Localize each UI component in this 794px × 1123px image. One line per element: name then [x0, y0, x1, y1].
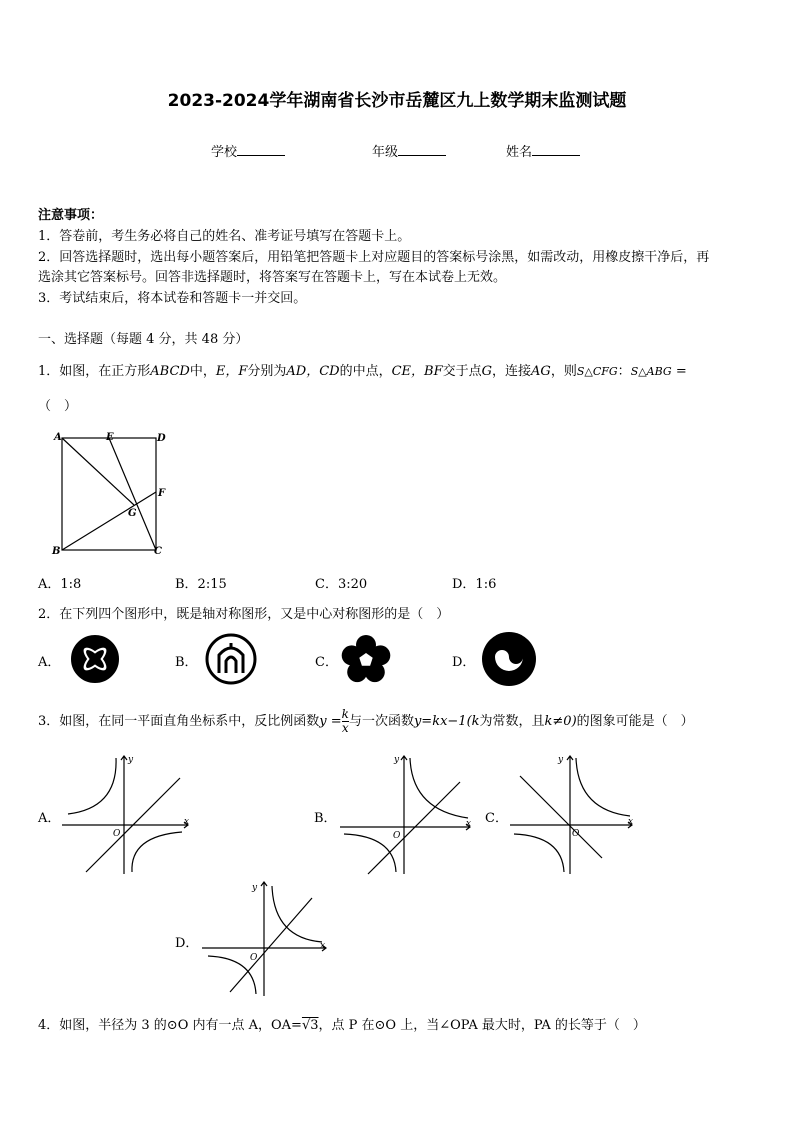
graph-d-x-label: x — [320, 941, 326, 951]
q3-frac-x: x — [341, 721, 349, 735]
graph-a-x-label: x — [184, 817, 190, 827]
label-c: C — [154, 546, 162, 557]
school-blank — [237, 143, 285, 156]
q2-option-b[interactable]: B． — [175, 655, 198, 670]
notice-heading: 注意事项： — [38, 208, 104, 223]
notice-item-1: 1．答卷前，考生务必将自己的姓名、准考证号填写在答题卡上。 — [38, 229, 411, 244]
q1-ad-cd: AD，CD — [286, 364, 340, 379]
graph-a-y-label: y — [128, 755, 134, 765]
q1-text-b: 中， — [189, 364, 216, 379]
q1-square-figure — [50, 430, 180, 560]
q1-abcd: ABCD — [150, 364, 190, 379]
graph-b-x-label: x — [466, 819, 472, 829]
q1-ef: E，F — [215, 364, 248, 379]
q2-figure-b — [200, 630, 262, 688]
q4-sqrt3: √3 — [301, 1018, 319, 1033]
name-label: 姓名 — [506, 145, 533, 160]
q3-option-b[interactable]: B． — [314, 811, 337, 826]
q1-option-a[interactable]: A．1:8 — [38, 577, 82, 592]
q1-answer-paren: （ ） — [38, 399, 78, 414]
q1-eq: = — [675, 364, 687, 379]
q3-text-a: 3．如图，在同一平面直角坐标系中，反比例函数 — [38, 714, 320, 729]
q4-text-a: 4．如图，半径为 3 的⊙O 内有一点 A，OA= — [38, 1018, 302, 1033]
graph-d-y-label: y — [252, 883, 258, 893]
notice-item-3: 3．考试结束后，将本试卷和答题卡一并交回。 — [38, 291, 307, 306]
q1-colon: ： — [617, 364, 631, 379]
q1-text-f: ，连接 — [492, 364, 532, 379]
name-blank — [532, 143, 580, 156]
q3-text-d: 的图象可能是（ ） — [576, 714, 694, 729]
q3-option-c[interactable]: C． — [485, 811, 508, 826]
q3-frac-k: k — [341, 707, 349, 721]
q3-graph-b — [338, 752, 476, 876]
q1-s-cfg: S△CFG — [576, 365, 618, 378]
q3-y-eq: y = — [319, 714, 342, 729]
name-field — [506, 141, 580, 160]
notice-item-2b: 选涂其它答案标号。回答非选择题时，将答案写在答题卡上，写在本试卷上无效。 — [38, 270, 507, 285]
q1-text-e: 交于点 — [442, 364, 482, 379]
q2-option-d[interactable]: D． — [452, 655, 476, 670]
question-4-text — [38, 1014, 646, 1033]
q1-text-d: 的中点， — [339, 364, 392, 379]
q1-ag: AG — [531, 364, 551, 379]
grade-blank — [398, 143, 446, 156]
grade-field — [372, 141, 446, 160]
figure-b-ring — [207, 635, 255, 683]
q3-option-d[interactable]: D． — [175, 936, 199, 951]
label-e: E — [106, 432, 114, 443]
label-a: A — [54, 432, 62, 443]
q2-figure-a — [62, 630, 128, 688]
notice-item-2a: 2．回答选择题时，选出每小题答案后，用铅笔把答题卡上对应题目的答案标号涂黑，如需改动，用橡皮擦干净后，再 — [38, 250, 710, 265]
q3-text-c: 为常数，且 — [479, 714, 545, 729]
q2-option-a[interactable]: A． — [38, 655, 61, 670]
q1-s-abg: S△ABG — [630, 365, 672, 378]
q4-text-b: ，点 P 在⊙O 上，当∠OPA 最大时，PA 的长等于（ ） — [318, 1018, 646, 1033]
q3-graph-c — [508, 752, 638, 876]
q2-option-c[interactable]: C． — [315, 655, 338, 670]
graph-d-origin: O — [250, 953, 258, 963]
q3-fraction — [342, 708, 349, 735]
graph-c-x-label: x — [628, 817, 634, 827]
graph-c-y-label: y — [558, 755, 564, 765]
square-abcd — [62, 438, 156, 550]
label-g: G — [128, 508, 137, 519]
page-title: 2023-2024学年湖南省长沙市岳麓区九上数学期末监测试题 — [167, 91, 627, 111]
q1-option-d[interactable]: D．1:6 — [452, 577, 497, 592]
q3-graph-a — [60, 752, 194, 876]
graph-a-origin: O — [113, 829, 121, 839]
q1-ce-bf: CE，BF — [391, 364, 443, 379]
q2-figure-d — [478, 630, 540, 688]
q1-text-a: 1．如图，在正方形 — [38, 364, 151, 379]
graph-c-origin: O — [572, 829, 580, 839]
q3-condition: k≠0) — [544, 714, 577, 729]
q3-linear: y=kx−1(k — [413, 714, 480, 729]
q3-option-a[interactable]: A． — [38, 811, 61, 826]
graph-b-origin: O — [393, 831, 401, 841]
q2-figure-c — [338, 630, 394, 688]
q1-option-c[interactable]: C．3:20 — [315, 577, 368, 592]
school-label: 学校 — [211, 145, 238, 160]
label-f: F — [158, 488, 166, 499]
q1-g: G — [481, 364, 493, 379]
q1-text-g: ，则 — [550, 364, 577, 379]
grade-label: 年级 — [372, 145, 399, 160]
school-field — [211, 141, 285, 160]
q1-text-c: 分别为 — [247, 364, 287, 379]
label-d: D — [157, 433, 166, 444]
segment-ec — [109, 438, 156, 550]
label-b: B — [52, 546, 61, 557]
graph-b-y-label: y — [394, 755, 400, 765]
question-3-text — [38, 708, 694, 735]
q3-text-b: 与一次函数 — [348, 714, 414, 729]
section-heading: 一、选择题（每题 4 分，共 48 分） — [38, 332, 249, 347]
segment-bf — [62, 492, 156, 550]
q3-graph-d — [200, 878, 332, 998]
q1-option-b[interactable]: B．2:15 — [175, 577, 227, 592]
question-1-text — [38, 360, 687, 379]
question-2-text: 2．在下列四个图形中，既是轴对称图形，又是中心对称图形的是（ ） — [38, 607, 450, 622]
